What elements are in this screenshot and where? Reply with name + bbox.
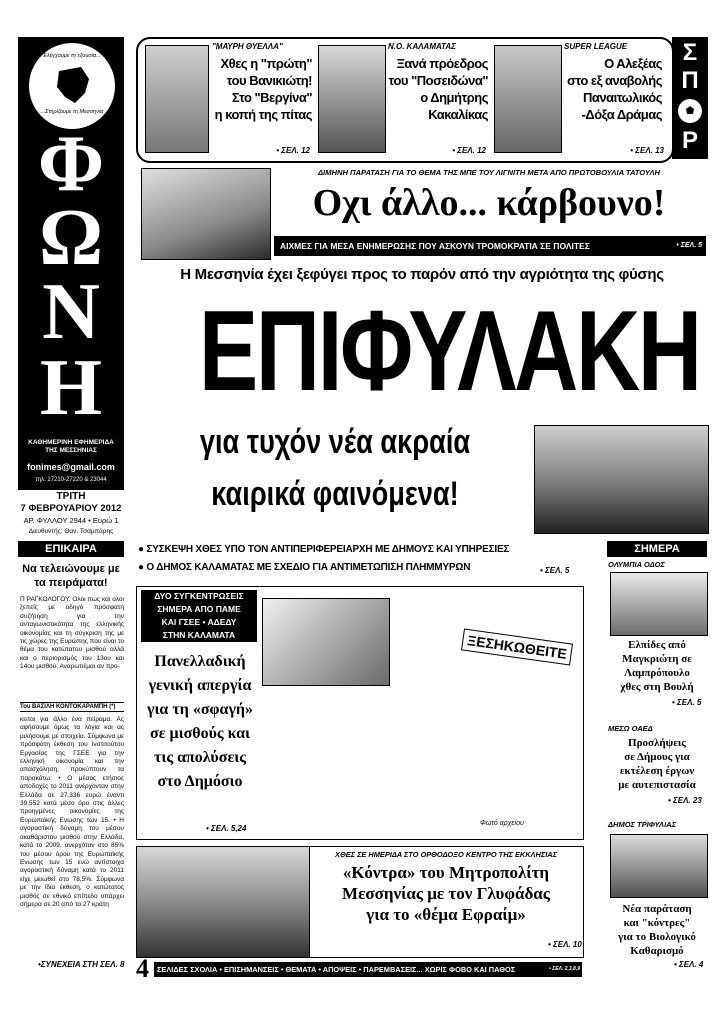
coal-kicker: ΔΙΜΗΝΗ ΠΑΡΑΤΑΣΗ ΓΙΑ ΤΟ ΘΕΜΑ ΤΗΣ ΜΠΕ ΤΟΥ ΛΙΓΝΙΤΗ ΜΕΤΑ ΑΠΟ ΠΡΩΤΟΒΟΥΛΙΑ ΤΑΤΟΥΛΗ: [317, 168, 661, 177]
footer-text: ΣΕΛΙΔΕΣ ΣΧΟΛΙΑ • ΕΠΙΣΗΜΑΝΣΕΙΣ • ΘΕΜΑΤΑ • ΑΠΟΨΕΙΣ • ΠΑΡΕΜΒΑΣΕΙΣ... ΧΩΡΙΣ ΦΟΒΟ ΚΑΙ ΠΑΘΟΣ: [157, 965, 516, 974]
sports-kicker-3: SUPER LEAGUE: [564, 42, 628, 51]
footer-text-bar: [154, 962, 582, 977]
church-ref: • ΣΕΛ. 10: [548, 940, 582, 949]
epikaira-continue[interactable]: •ΣΥΝΕΧΕΙΑ ΣΤΗ ΣΕΛ. 8: [38, 960, 125, 969]
logo-text-bottom: ...Στηρίζουμε τη Μεσσηνία: [40, 109, 104, 115]
sports-item-1[interactable]: [212, 42, 312, 158]
logo-emblem: [27, 41, 117, 131]
sports-item-3[interactable]: [562, 42, 666, 158]
logo-text-top: Ελέγχουμε τη εξουσία...: [43, 53, 101, 59]
lead-bullet-1: ● ΣΥΣΚΕΨΗ ΧΘΕΣ ΥΠΟ ΤΟΝ ΑΝΤΙΠΕΡΙΦΕΡΕΙΑΡΧΗ ΜΕ ΔΗΜΟΥΣ ΚΑΙ ΥΠΗΡΕΣΙΕΣ: [138, 544, 510, 555]
simera-ref-2: • ΣΕΛ. 23: [668, 796, 702, 805]
strike-banner: ΞΕΣΗΚΩΘΕΙΤΕ: [461, 628, 573, 665]
simera-kicker-1: ΟΛΥΜΠΙΑ ΟΔΟΣ: [608, 560, 665, 569]
masthead-subtitle: ΚΑΘΗΜΕΡΙΝΗ ΕΦΗΜΕΡΙΔΑ ΤΗΣ ΜΕΣΣΗΝΙΑΣ: [28, 439, 114, 454]
lead-bullet-2: ● Ο ΔΗΜΟΣ ΚΑΛΑΜΑΤΑΣ ΜΕ ΣΧΕΔΙΟ ΓΙΑ ΑΝΤΙΜΕΤΩΠΙΣΗ ΠΛΗΜΜΥΡΩΝ: [138, 562, 471, 573]
sports-photo-3: [494, 45, 562, 153]
sports-ref-3: • ΣΕΛ. 13: [630, 146, 664, 155]
sports-ref-1: • ΣΕΛ. 12: [276, 146, 310, 155]
epikaira-label: ΕΠΙΚΑΙΡΑ: [18, 541, 124, 557]
lead-sub-2: καιρικά φαινόμενα!: [211, 475, 459, 513]
sports-kicker-1: "ΜΑΥΡΗ ΘΥΕΛΛΑ": [212, 42, 283, 51]
lead-ref: • ΣΕΛ. 5: [540, 566, 570, 575]
simera-headline-2[interactable]: Προσλήψεις σε Δήμους για εκτέλεση έργων με αυτεπιστασία: [618, 737, 696, 791]
coal-headline[interactable]: Οχι άλλο... κάρβουνο!: [312, 182, 666, 224]
lead-sub-1: για τυχόν νέα ακραία: [199, 423, 471, 461]
phone: τηλ. 27210-27220 & 23044: [35, 477, 107, 483]
coal-photo: [141, 168, 271, 260]
strike-ref: • ΣΕΛ. 5,24: [206, 824, 247, 833]
title-letter-nu: Ν: [42, 268, 100, 356]
epikaira-body-2: κειται για άλλο ένα πείραμα. Ας αφήσουμε όμως τα λόγια και ας μιλήσουμε με στοιχεία. Σύμφωνα με πρόσφατη έκθεση του Ινστιτούτου Εργασίας της ΓΣΕΕ για την ελληνική οικονομία και την απασχόληση, προκύπτουν τα παρακάτω: • Ο μέσος ετήσιος αποδοχές το 2011 ανέρχονταν στην Ελλάδα σε 27.336 ευρώ έναντι 39.552 κατά μέσο όρο στις άλλες προηγμένες οικονομίες της Ευρωπαϊκής Ενωσης των 15. • Η αγοραστική δύναμη του μέσου ακαθάριστου μισθού στην Ελλάδα, κατά το 2009, ανερχόταν στο 85% του μέσου όρου της Ευρωπαϊκής Ενωσης των 15 ενώ αντίστοιχα αγοραστική δύναμη κατά το 2011 είχε μειωθεί στο 78,5%. Σύμφωνα με την ίδια έκθεση, ο κατώτατος μισθός σε εθνικό επίπεδο υπάρχει σήμερα σε 20 από τα 27 κράτη: [20, 716, 124, 908]
church-headline[interactable]: «Κόντρα» του Μητροπολίτη Μεσσηνίας με τον Γλυφάδας για το «θέμα Εφραίμ»: [342, 863, 550, 924]
sports-ref-2: • ΣΕΛ. 12: [452, 146, 486, 155]
simera-ref-1: • ΣΕΛ. 5: [672, 698, 702, 707]
epikaira-byline: Του ΒΑΣΙΛΗ ΚΟΝΤΟΚΑΡΑΜΠΗ (*): [20, 702, 124, 712]
issue-director: Διευθυντής: Θαν. Τσαμπάρης: [28, 528, 114, 535]
sports-item-2[interactable]: [388, 42, 488, 158]
email[interactable]: fonimes@gmail.com: [27, 462, 115, 472]
title-letter-eta: Η: [39, 344, 103, 432]
simera-photo-1: [610, 572, 708, 636]
strike-kicker: ΔΥΟ ΣΥΓΚΕΝΤΡΩΣΕΙΣ ΣΗΜΕΡΑ ΑΠΟ ΠΑΜΕ ΚΑΙ ΓΣΕΕ • ΑΔΕΔΥ ΣΤΗΝ ΚΑΛΑΜΑΤΑ: [141, 590, 257, 642]
coal-bar-text: ΑΙΧΜΕΣ ΓΙΑ ΜΕΣΑ ΕΝΗΜΕΡΩΣΗΣ ΠΟΥ ΑΣΚΟΥΝ ΤΡΟΜΟΚΡΑΤΙΑ ΣΕ ΠΟΛΙΤΕΣ: [280, 241, 590, 251]
strike-photo-inset: [262, 598, 390, 686]
issue-day: ΤΡΙΤΗ: [56, 491, 86, 502]
lead-headline[interactable]: ΕΠΙΦΥΛΑΚΗ: [198, 288, 700, 415]
masthead: [18, 37, 124, 490]
sports-side-label: Σ Π Ρ: [672, 37, 708, 159]
sports-photo-1: [145, 45, 209, 153]
issue-number: ΑΡ. ΦΥΛΛΟΥ 2944 • Ευρώ 1: [23, 516, 119, 525]
sports-headline-1: Χθες η "πρώτη" του Βανικιώτη! Στο "Βεργίνα" η κοπή της πίτας: [214, 56, 312, 122]
simera-headline-1[interactable]: Ελπίδες από Μαγκριώτη σε Λαμπρόπουλο χθες στη Βουλή: [620, 639, 694, 693]
coal-bar: [274, 236, 706, 256]
lead-kicker: Η Μεσσηνία έχει ξεφύγει προς το παρόν από την αγριότητα της φύσης: [180, 266, 664, 283]
lead-photo: [534, 425, 709, 534]
footer-ref: • ΣΕΛ. 2,3,8,9: [549, 966, 580, 972]
epikaira-title[interactable]: Να τελειώνουμε με τα πειράματα!: [22, 563, 120, 589]
simera-label: ΣΗΜΕΡΑ: [607, 541, 707, 557]
footer-bar: [136, 954, 582, 983]
church-kicker: ΧΘΕΣ ΣΕ ΗΜΕΡΙΔΑ ΣΤΟ ΟΡΘΟΔΟΞΟ ΚΕΝΤΡΟ ΤΗΣ ΕΚΚΛΗΣΙΑΣ: [335, 850, 557, 859]
strike-caption: Φωτό αρχείου: [480, 820, 524, 827]
sports-photo-2: [318, 45, 386, 153]
simera-photo-3: [610, 834, 708, 898]
epikaira-body-1: Π ΡΑΓΚΟΛΟΓΟΥ. Ολοι πως και ολοι ξεπείς με οδηγό πρόσφατη συζήτηση για την ανταγωνιστικότητα της ελληνικής οικονομίας και τη σύγκριση της με τις χώρες της Ευρώπης που είναι το θέμα του κατώτατου μισθού αλλά και ο περιορισμός του 13ου και 14ου μισθού. Αναρωτιέμαι αν προ-: [20, 596, 124, 671]
sports-headline-2: Ξανά πρόεδρος του "Ποσειδώνα" ο Δημήτρης Κακαλίκας: [388, 56, 488, 122]
sports-kicker-2: Ν.Ο. ΚΑΛΑΜΑΤΑΣ: [388, 42, 456, 51]
simera-kicker-2: ΜΕΣΩ ΟΑΕΔ: [608, 724, 653, 733]
title-letter-phi: Φ: [37, 120, 105, 208]
strike-headline[interactable]: Πανελλαδική γενική απεργία για τη «σφαγή» σε μισθούς και τις απολύσεις στο Δημόσιο: [146, 653, 254, 790]
simera-kicker-3: ΔΗΜΟΣ ΤΡΙΦΥΛΙΑΣ: [608, 820, 676, 829]
simera-ref-3: • ΣΕΛ. 4: [674, 960, 704, 969]
sports-headline-3: Ο Αλεξέας στο εξ αναβολής Παναιτωλικός -Δόξα Δράμας: [567, 56, 662, 122]
church-photo: [136, 846, 310, 958]
title-letter-omega: Ω: [38, 194, 104, 282]
football-icon: [678, 99, 702, 123]
footer-number: 4: [136, 954, 149, 983]
simera-headline-3[interactable]: Νέα παράταση και "κόντρες" για το Βιολογικό Καθαρισμό: [618, 903, 696, 957]
issue-date: 7 ΦΕΒΡΟΥΑΡΙΟΥ 2012: [20, 503, 122, 514]
coal-ref: • ΣΕΛ. 5: [676, 242, 702, 249]
